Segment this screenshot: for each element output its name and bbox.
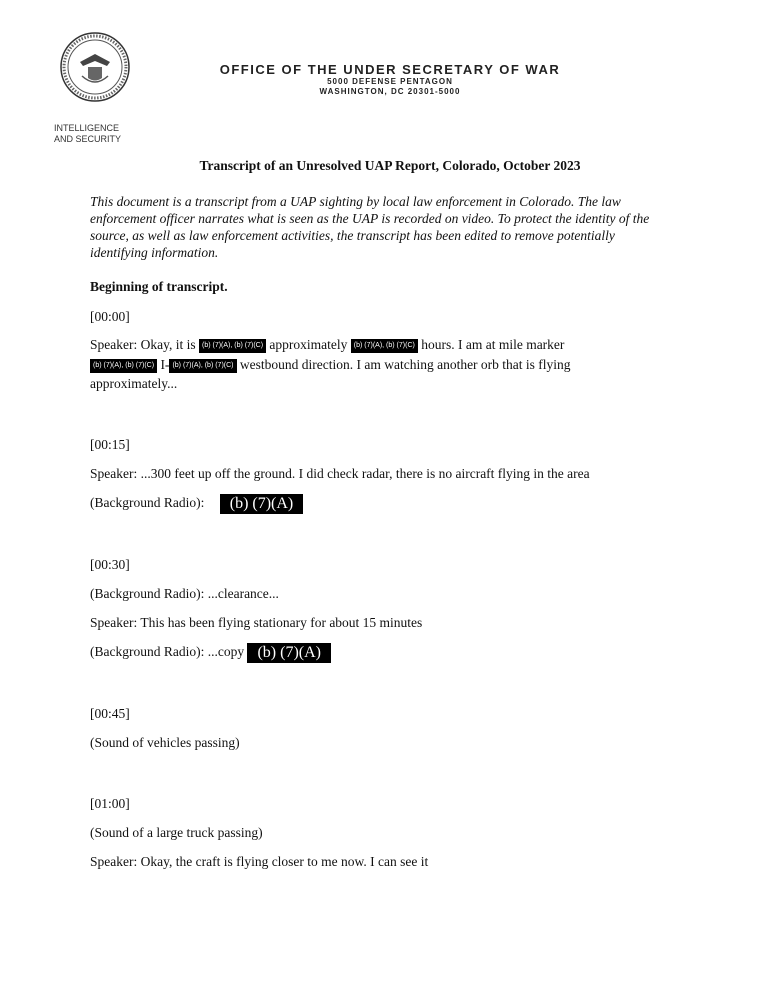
redaction-box: (b) (7)(A), (b) (7)(C) [90, 359, 157, 373]
transcript-text: I- [160, 357, 170, 372]
letterhead [160, 62, 620, 97]
transcript-text: Speaker: Okay, it is [90, 337, 196, 352]
intro-paragraph: This document is a transcript from a UAP sighting by local law enforcement in Colorado. The law enforcement officer narrates what is seen as the UAP is recorded on video. To protect the identity of the source, as well as law enforcement activities, the transcript has been edited to remove potentially identifying information. [90, 194, 650, 260]
transcript-line [90, 494, 690, 514]
transcript-text: approximately [269, 337, 348, 352]
redaction-box: (b) (7)(A) [220, 494, 304, 514]
department-seal-icon [60, 32, 130, 102]
transcript-text: westbound direction. I am watching another orb that is flying [239, 357, 571, 372]
letterhead-title: OFFICE OF THE UNDER SECRETARY OF WAR [219, 62, 561, 77]
timestamp-00-30: [00:30] [90, 557, 130, 572]
transcript-text: (Background Radio): [90, 495, 205, 511]
transcript-line [90, 643, 690, 663]
transcript-line: approximately... [90, 376, 178, 391]
timestamp-00-00: [00:00] [90, 309, 130, 324]
transcript-line: Speaker: Okay, the craft is flying closer to me now. I can see it [90, 854, 429, 869]
transcript-line [90, 356, 690, 374]
beginning-of-transcript-label: Beginning of transcript. [90, 279, 228, 294]
redaction-box: (b) (7)(A) [247, 643, 331, 663]
transcript-line: Speaker: This has been flying stationary for about 15 minutes [90, 615, 423, 630]
transcript-line: (Sound of vehicles passing) [90, 735, 240, 750]
timestamp-00-45: [00:45] [90, 706, 130, 721]
timestamp-00-15: [00:15] [90, 437, 130, 452]
seal-caption-line-2: AND SECURITY [54, 134, 122, 144]
transcript-line: (Background Radio): ...clearance... [90, 586, 279, 601]
transcript-text: hours. I am at mile marker [421, 337, 565, 352]
letterhead-address-2: WASHINGTON, DC 20301-5000 [319, 87, 461, 96]
timestamp-01-00: [01:00] [90, 796, 130, 811]
redaction-box: (b) (7)(A), (b) (7)(C) [199, 339, 266, 353]
seal-caption [54, 123, 144, 145]
letterhead-address-1: 5000 DEFENSE PENTAGON [327, 77, 453, 86]
transcript-text: (Background Radio): ...copy [90, 644, 245, 660]
document-title: Transcript of an Unresolved UAP Report, Colorado, October 2023 [199, 158, 581, 173]
redaction-box: (b) (7)(A), (b) (7)(C) [169, 359, 236, 373]
transcript-line: Speaker: ...300 feet up off the ground. I did check radar, there is no aircraft flying in the area [90, 466, 590, 481]
seal-caption-line-1: INTELLIGENCE [54, 123, 120, 133]
redaction-box: (b) (7)(A), (b) (7)(C) [351, 339, 418, 353]
transcript-line [90, 336, 690, 354]
transcript-line: (Sound of a large truck passing) [90, 825, 263, 840]
